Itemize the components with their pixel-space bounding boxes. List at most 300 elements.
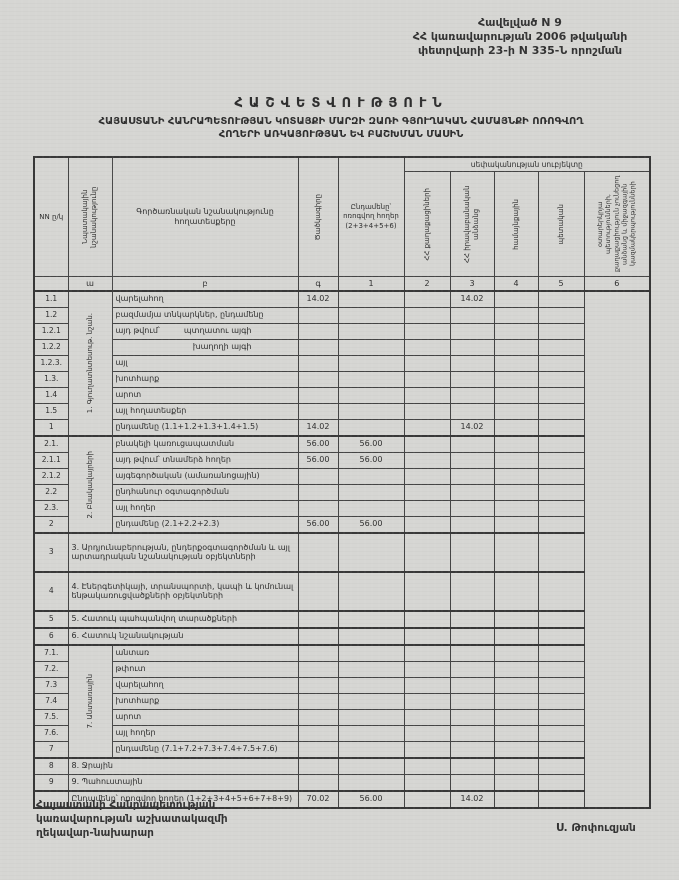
letter-cell: 4 (494, 277, 538, 292)
row-label-text: խոտհարք (115, 696, 160, 706)
row-nn: 1.4 (34, 388, 68, 404)
signature-name: Ս. Թոփուզյան (556, 822, 636, 834)
cell-total-irrigated (298, 372, 338, 388)
cell-foreign (538, 611, 584, 628)
cell-foreign (538, 388, 584, 404)
row-label-text: 3. Արդյունաբերության, ընդերքօգտագործման և այլ արտադրական նշանակության օբյեկտների (71, 542, 290, 561)
table-row (34, 572, 650, 611)
row-label (112, 469, 298, 485)
cell-total-irrigated: 56.00 (298, 436, 338, 453)
cell-legal-entities (404, 372, 450, 388)
cell-community (450, 324, 494, 340)
row-nn: 2.2 (34, 485, 68, 501)
row-label (68, 758, 298, 775)
row-label (68, 572, 298, 611)
row-nn: 1.2 (34, 308, 68, 324)
cell-citizens (338, 501, 404, 517)
table-row (34, 324, 650, 340)
irrigated-lands-table (33, 156, 651, 809)
cell-state (494, 356, 538, 372)
row-label (112, 742, 298, 759)
row-label-text: 9. Պահուստային (71, 777, 143, 787)
cell-state (494, 324, 538, 340)
cell-legal-entities (404, 485, 450, 501)
cell-total-irrigated (298, 742, 338, 759)
cell-state (494, 372, 538, 388)
col-header-citizens (404, 172, 450, 277)
row-nn: 2.1.1 (34, 453, 68, 469)
cell-state (494, 517, 538, 534)
table-row (34, 628, 650, 645)
table-row (34, 742, 650, 759)
cell-citizens: 56.00 (338, 791, 404, 808)
cell-community (450, 517, 494, 534)
cell-citizens (338, 611, 404, 628)
row-label (112, 678, 298, 694)
row-label-text: 6. Հատուկ նշանակության (71, 631, 184, 641)
letter-cell: ա (68, 277, 112, 292)
cell-community: 14.02 (450, 791, 494, 808)
row-label (112, 372, 298, 388)
cell-community (450, 372, 494, 388)
cell-community (450, 678, 494, 694)
cell-citizens (338, 726, 404, 742)
cell-state (494, 791, 538, 808)
cell-foreign (538, 572, 584, 611)
row-label (112, 710, 298, 726)
cell-state (494, 501, 538, 517)
appendix-decision: փետրվարի 23-ի N 335-Ն որոշման (417, 44, 623, 58)
col-header-code-text: Ծածկագիրը (313, 193, 322, 241)
cell-community (450, 726, 494, 742)
cell-community (450, 742, 494, 759)
cell-legal-entities (404, 469, 450, 485)
cell-citizens (338, 662, 404, 678)
cell-legal-entities (404, 501, 450, 517)
group-label-cell (68, 645, 112, 758)
row-label-secondary-text: պտղատու այգի (183, 326, 252, 336)
cell-community (450, 710, 494, 726)
cell-state (494, 436, 538, 453)
row-label-text: Ընդամենը՝ ոռոգվող հողեր (1+2+3+4+5+6+7+8+9) (71, 794, 293, 804)
cell-foreign (538, 372, 584, 388)
cell-state (494, 388, 538, 404)
row-label (112, 404, 298, 420)
row-label-text: արոտ (115, 390, 142, 400)
col-header-citizens-text: ՀՀ քաղաքացիների (422, 187, 431, 261)
appendix-reference (370, 16, 670, 58)
cell-citizens (338, 628, 404, 645)
cell-citizens (338, 710, 404, 726)
cell-community (450, 501, 494, 517)
cell-citizens (338, 420, 404, 437)
cell-foreign (538, 501, 584, 517)
col-header-foreign (584, 172, 650, 277)
row-label (112, 308, 298, 324)
cell-community (450, 356, 494, 372)
row-label (112, 694, 298, 710)
cell-foreign (538, 533, 584, 572)
cell-legal-entities (404, 291, 450, 308)
cell-citizens (338, 533, 404, 572)
table-row (34, 662, 650, 678)
cell-total-irrigated (298, 726, 338, 742)
row-nn: 7.4 (34, 694, 68, 710)
cell-community: 14.02 (450, 291, 494, 308)
row-label (112, 324, 298, 340)
row-label-text: անտառ (115, 648, 150, 658)
row-label-text: վարելահող (115, 294, 164, 304)
letter-cell: 5 (538, 277, 584, 292)
cell-total-irrigated (298, 356, 338, 372)
row-label (68, 628, 298, 645)
cell-state (494, 726, 538, 742)
row-label (68, 533, 298, 572)
group-label-text: 1. Գյուղատնտեսութ. նշան. (85, 313, 94, 414)
cell-citizens (338, 775, 404, 792)
cell-total-irrigated (298, 758, 338, 775)
row-nn: 7 (34, 742, 68, 759)
row-label (112, 436, 298, 453)
cell-foreign (538, 469, 584, 485)
row-nn: 2.1. (34, 436, 68, 453)
cell-legal-entities (404, 340, 450, 356)
cell-total-irrigated (298, 340, 338, 356)
cell-foreign (538, 628, 584, 645)
table-row (34, 645, 650, 662)
cell-state (494, 308, 538, 324)
cell-legal-entities (404, 611, 450, 628)
cell-citizens: 56.00 (338, 453, 404, 469)
row-nn: 1.2.1 (34, 324, 68, 340)
cell-total-irrigated: 14.02 (298, 420, 338, 437)
cell-citizens: 56.00 (338, 436, 404, 453)
cell-citizens (338, 356, 404, 372)
row-label (112, 726, 298, 742)
cell-community (450, 628, 494, 645)
table-row (34, 533, 650, 572)
row-nn: 1.1 (34, 291, 68, 308)
row-label (112, 356, 298, 372)
table-row (34, 372, 650, 388)
cell-foreign (538, 742, 584, 759)
row-nn: 7.3 (34, 678, 68, 694)
row-nn: 1.2.2 (34, 340, 68, 356)
row-label (112, 291, 298, 308)
signatory-line3: ղեկավար-նախարար (36, 827, 154, 840)
cell-total-irrigated (298, 308, 338, 324)
group-label-text: 7. Անտառային (85, 674, 94, 729)
cell-total-irrigated (298, 469, 338, 485)
row-nn: 2 (34, 517, 68, 534)
cell-state (494, 340, 538, 356)
cell-citizens (338, 678, 404, 694)
row-label-text: 4. Էներգետիկայի, տրանսպորտի, կապի և կոմունալ ենթակառուցվածքների օբյեկտների (71, 581, 294, 600)
column-letter-row (34, 277, 650, 292)
cell-total-irrigated (298, 485, 338, 501)
cell-state (494, 775, 538, 792)
cell-state (494, 291, 538, 308)
cell-legal-entities (404, 758, 450, 775)
row-label-text: ընդամենը (1.1+1.2+1.3+1.4+1.5) (115, 422, 259, 432)
cell-legal-entities (404, 533, 450, 572)
cell-total-irrigated (298, 388, 338, 404)
cell-total-irrigated (298, 501, 338, 517)
cell-total-irrigated (298, 572, 338, 611)
col-header-code (298, 157, 338, 277)
row-label (112, 645, 298, 662)
report-subtitle-line2: ՀՈՂԵՐԻ ԱՌԿԱՅՈՒԹՅԱՆ ԵՎ ԲԱՇԽՄԱՆ ՄԱՍԻՆ (218, 129, 464, 140)
cell-legal-entities (404, 775, 450, 792)
cell-citizens (338, 291, 404, 308)
table-row (34, 291, 650, 308)
table-row (34, 420, 650, 437)
cell-total-irrigated: 70.02 (298, 791, 338, 808)
row-nn: 1.5 (34, 404, 68, 420)
cell-foreign (538, 645, 584, 662)
row-label-text: այլ հողեր (115, 728, 156, 738)
cell-citizens: 56.00 (338, 517, 404, 534)
cell-state (494, 404, 538, 420)
row-nn: 7.5. (34, 710, 68, 726)
group-label-text: 2. Բնակավայրերի (85, 450, 94, 519)
cell-citizens (338, 645, 404, 662)
cell-foreign (538, 324, 584, 340)
cell-total-irrigated (298, 694, 338, 710)
row-label (68, 775, 298, 792)
cell-community (450, 485, 494, 501)
cell-community (450, 694, 494, 710)
cell-total-irrigated (298, 628, 338, 645)
cell-state (494, 710, 538, 726)
cell-legal-entities (404, 694, 450, 710)
cell-foreign (538, 436, 584, 453)
letter-cell: 1 (338, 277, 404, 292)
cell-legal-entities (404, 404, 450, 420)
row-label-text: այլ հողեր (115, 503, 156, 513)
cell-foreign (538, 678, 584, 694)
signatory-line1: Հայաստանի Հանրապետության (36, 799, 216, 811)
cell-legal-entities (404, 710, 450, 726)
cell-state (494, 758, 538, 775)
table-row (34, 775, 650, 792)
cell-state (494, 453, 538, 469)
signatory-line2: կառավարության աշխատակազմի (36, 813, 228, 826)
cell-legal-entities (404, 662, 450, 678)
cell-total-irrigated: 56.00 (298, 517, 338, 534)
group-label-cell (68, 436, 112, 533)
cell-citizens (338, 404, 404, 420)
col-header-legal-entities (450, 172, 494, 277)
appendix-government: ՀՀ կառավարության 2006 թվականի (412, 30, 628, 44)
row-label-text: ընդհանուր օգտագործման (115, 487, 230, 497)
cell-state (494, 645, 538, 662)
cell-legal-entities (404, 308, 450, 324)
cell-state (494, 611, 538, 628)
cell-foreign (538, 420, 584, 437)
row-label-text: ընդամենը (7.1+7.2+7.3+7.4+7.5+7.6) (115, 744, 278, 754)
cell-foreign (538, 775, 584, 792)
row-nn: 9 (34, 775, 68, 792)
table-row (34, 678, 650, 694)
row-nn: 2.3. (34, 501, 68, 517)
row-label-text: այդ թվում՝ տնամերձ հողեր (115, 455, 231, 465)
row-nn: 5 (34, 611, 68, 628)
row-label-text: թփուտ (115, 664, 146, 674)
table-row (34, 694, 650, 710)
letter-cell: 2 (404, 277, 450, 292)
cell-foreign (538, 308, 584, 324)
table-row (34, 356, 650, 372)
row-nn: 1 (34, 420, 68, 437)
cell-total-irrigated (298, 645, 338, 662)
cell-legal-entities (404, 517, 450, 534)
cell-community (450, 611, 494, 628)
col-header-legal-entities-text: ՀՀ իրավաբանական անձանց (463, 185, 480, 263)
cell-community (450, 436, 494, 453)
table-row (34, 436, 650, 453)
cell-citizens (338, 572, 404, 611)
row-label-text: 5. Հատուկ պահպանվող տարածքների (71, 614, 238, 624)
row-nn: 8 (34, 758, 68, 775)
col-header-total-irrigated: Ընդամենը՝ ոռոգվող հողեր (2+3+4+5+6) (338, 157, 404, 277)
cell-community (450, 453, 494, 469)
cell-citizens (338, 340, 404, 356)
cell-legal-entities (404, 388, 450, 404)
table-row (34, 485, 650, 501)
cell-foreign (538, 694, 584, 710)
cell-community (450, 572, 494, 611)
col-header-state-text: պետական (556, 203, 565, 245)
row-label (112, 420, 298, 437)
report-title: ՀԱՇՎԵՏՎՈՒԹՅՈՒՆ (234, 96, 448, 111)
cell-community (450, 758, 494, 775)
cell-foreign (538, 791, 584, 808)
row-nn: 2.1.2 (34, 469, 68, 485)
cell-community (450, 533, 494, 572)
row-label (112, 662, 298, 678)
cell-legal-entities (404, 726, 450, 742)
row-label-text: այլ հողատեսքեր (115, 406, 187, 416)
cell-legal-entities (404, 420, 450, 437)
table-row (34, 758, 650, 775)
row-label-text: այլ (115, 358, 128, 368)
cell-total-irrigated (298, 533, 338, 572)
row-label (112, 517, 298, 534)
row-label-text: բնակելի կառուցապատման (115, 439, 235, 449)
signatory-block (36, 798, 228, 841)
cell-citizens (338, 308, 404, 324)
row-nn: 1.3. (34, 372, 68, 388)
cell-foreign (538, 758, 584, 775)
col-header-function: Գործառնական նշանակությունը հողատեսքերը (112, 157, 298, 277)
cell-community (450, 469, 494, 485)
cell-legal-entities (404, 742, 450, 759)
cell-foreign (538, 710, 584, 726)
letter-cell (34, 277, 68, 292)
col-header-purpose (68, 157, 112, 277)
row-nn: 7.1. (34, 645, 68, 662)
cell-citizens (338, 469, 404, 485)
cell-citizens (338, 324, 404, 340)
table-body (34, 291, 650, 808)
table-row (34, 501, 650, 517)
table-row (34, 726, 650, 742)
cell-state (494, 469, 538, 485)
row-label-text: ընդամենը (2.1+2.2+2.3) (115, 519, 220, 529)
report-subtitle-line1: ՀԱՅԱՍՏԱՆԻ ՀԱՆՐԱՊԵՏՈՒԹՅԱՆ ԿՈՏԱՅՔԻ ՄԱՐԶԻ ԶԱՌԻ ԳՅՈՒՂԱԿԱՆ ՀԱՄԱՅՆՔԻ ՈՌՈԳՎՈՂ (98, 116, 584, 127)
row-label-text: այգեգործական (ամառանոցային) (115, 471, 260, 481)
cell-state (494, 485, 538, 501)
row-label (112, 453, 298, 469)
cell-legal-entities (404, 791, 450, 808)
col-header-community-text: համայնքային (511, 198, 520, 250)
row-nn: 1.2.3. (34, 356, 68, 372)
cell-total-irrigated (298, 404, 338, 420)
cell-total-irrigated (298, 775, 338, 792)
cell-citizens (338, 742, 404, 759)
cell-community (450, 404, 494, 420)
cell-total-irrigated (298, 662, 338, 678)
cell-legal-entities (404, 356, 450, 372)
cell-community (450, 645, 494, 662)
cell-legal-entities (404, 572, 450, 611)
cell-community (450, 308, 494, 324)
cell-state (494, 628, 538, 645)
cell-state (494, 572, 538, 611)
cell-legal-entities (404, 645, 450, 662)
cell-citizens (338, 758, 404, 775)
cell-foreign (538, 356, 584, 372)
ownership-subject-span-header: սեփականության սուբյեկտը (404, 157, 650, 172)
table-row (34, 340, 650, 356)
cell-total-irrigated (298, 324, 338, 340)
cell-total-irrigated: 56.00 (298, 453, 338, 469)
row-label (112, 485, 298, 501)
row-label-text: բազմամյա տնկարկներ, ընդամենը (115, 310, 264, 320)
row-nn: 3 (34, 533, 68, 572)
col-header-community (494, 172, 538, 277)
row-nn: 7.2. (34, 662, 68, 678)
cell-foreign (538, 291, 584, 308)
cell-total-irrigated (298, 710, 338, 726)
cell-legal-entities (404, 628, 450, 645)
table-row (34, 611, 650, 628)
col-header-nn: NN ը/կ (34, 157, 68, 277)
table-row (34, 388, 650, 404)
cell-legal-entities (404, 453, 450, 469)
row-nn: 6 (34, 628, 68, 645)
row-label-text: այդ թվում՝ (115, 326, 160, 336)
cell-state (494, 678, 538, 694)
letter-cell: բ (112, 277, 298, 292)
letter-cell: 6 (584, 277, 650, 292)
cell-state (494, 533, 538, 572)
row-label-text: վարելահող (115, 680, 164, 690)
cell-citizens (338, 388, 404, 404)
cell-foreign (538, 485, 584, 501)
cell-total-irrigated: 14.02 (298, 291, 338, 308)
row-label (112, 340, 298, 356)
cell-legal-entities (404, 324, 450, 340)
table-row (34, 517, 650, 534)
col-header-foreign-text: օտարերկրյա պետությունների, քաղաքացիություն չունեցող անձանց և միջազգային կազմակերպությունների (596, 175, 637, 273)
cell-foreign (538, 340, 584, 356)
cell-legal-entities (404, 678, 450, 694)
row-label-text: 8. Ջրային (71, 761, 113, 771)
row-nn: 7.6. (34, 726, 68, 742)
table-row (34, 469, 650, 485)
